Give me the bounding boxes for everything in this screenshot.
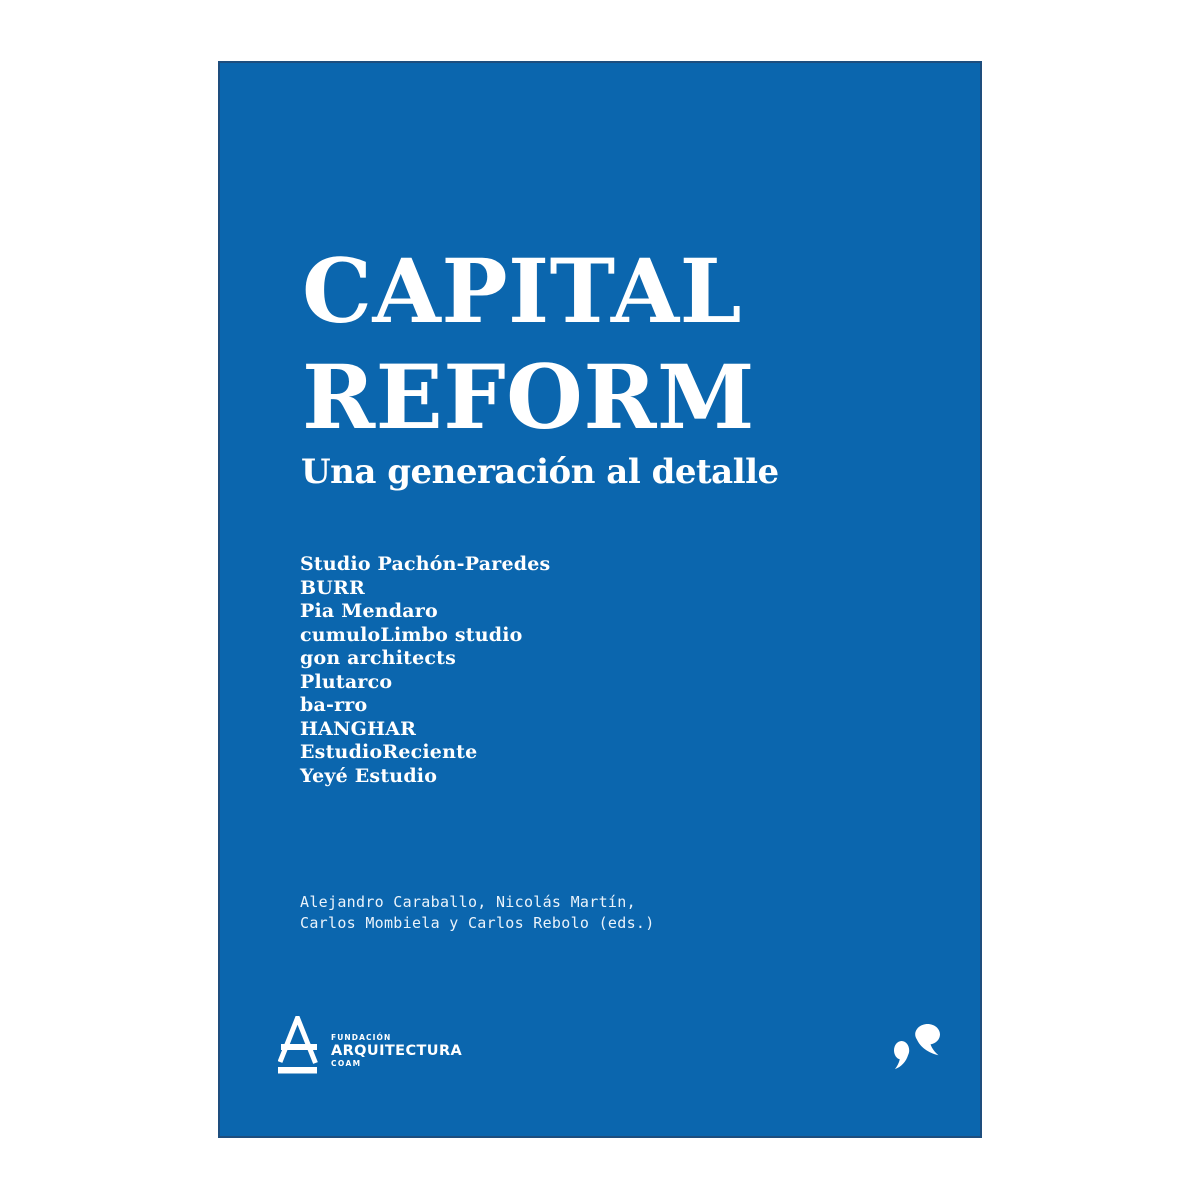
editors-credit-line1: Alejandro Caraballo, Nicolás Martín, [300, 893, 636, 911]
studio-list-item: cumuloLimbo studio [300, 623, 523, 646]
foundation-logo-line2: ARQUITECTURA [331, 1042, 463, 1059]
studio-list-item: Pia Mendaro [300, 600, 438, 622]
book-title [302, 238, 755, 450]
double-comma-publisher-mark-icon [894, 1024, 940, 1074]
studio-list-item: BURR [300, 576, 366, 599]
foundation-logo-text [331, 1034, 462, 1068]
studio-list-item: gon architects [300, 647, 457, 669]
foundation-logo-line1: FUNDACIÓN [331, 1033, 392, 1042]
studio-list-item: HANGHAR [300, 717, 417, 740]
letter-a-mark-icon [278, 1016, 320, 1076]
book-subtitle: Una generación al detalle [301, 452, 779, 492]
studio-list-item: EstudioReciente [300, 741, 478, 763]
studio-list-item: Studio Pachón-Paredes [300, 553, 551, 575]
studio-list-item: ba-rro [300, 694, 368, 716]
studio-list-item: Yeyé Estudio [300, 764, 438, 787]
editors-credit [300, 892, 655, 933]
foundation-logo-line3: COAM [331, 1059, 362, 1068]
foundation-arquitectura-coam-logo [278, 1016, 462, 1076]
book-cover [218, 61, 982, 1138]
editors-credit-line2: Carlos Mombiela y Carlos Rebolo (eds.) [300, 913, 655, 932]
book-title-line1: CAPITAL [302, 239, 742, 343]
studio-list-item: Plutarco [300, 670, 393, 693]
studio-list [300, 553, 550, 788]
book-title-line2: REFORM [302, 345, 755, 449]
